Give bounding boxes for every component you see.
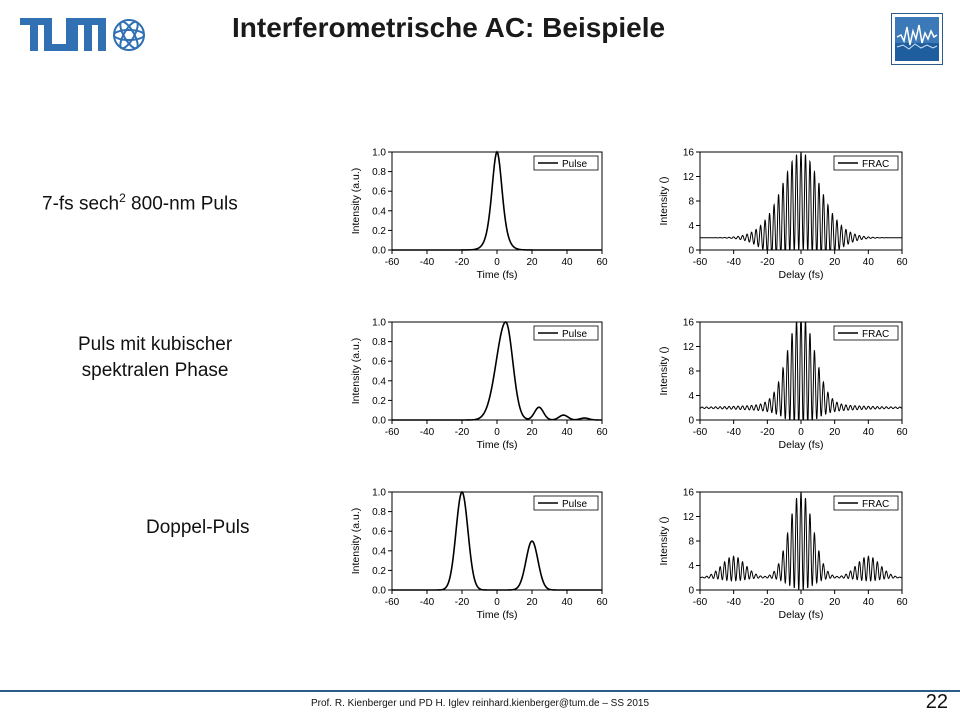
row-label-text: Doppel-Puls — [146, 517, 250, 538]
x-tick-label: -20 — [454, 257, 470, 268]
x-tick-label: 40 — [862, 257, 874, 268]
y-tick-label: 0.8 — [372, 167, 386, 179]
x-tick-label: 40 — [862, 597, 874, 608]
x-tick-label: 0 — [494, 597, 500, 608]
y-axis-label: Intensity () — [658, 346, 670, 396]
x-tick-label: 40 — [561, 427, 573, 438]
x-axis-label: Time (fs) — [476, 609, 518, 621]
wave-logo — [891, 13, 943, 65]
legend-label: FRAC — [862, 329, 890, 340]
tum-logo-icon — [14, 12, 146, 58]
x-tick-label: 0 — [798, 257, 804, 268]
tum-logo — [14, 12, 146, 58]
x-tick-label: 40 — [862, 427, 874, 438]
x-tick-label: 20 — [829, 427, 841, 438]
y-tick-label: 0.0 — [372, 585, 386, 597]
wave-logo-icon — [891, 13, 943, 65]
legend-label: Pulse — [562, 329, 588, 340]
y-axis-label: Intensity (a.u.) — [350, 507, 362, 575]
x-tick-label: -60 — [384, 257, 400, 268]
y-tick-label: 0.2 — [372, 225, 386, 237]
y-tick-label: 0 — [688, 415, 694, 427]
x-tick-label: 60 — [596, 257, 608, 268]
y-axis-label: Intensity () — [658, 516, 670, 566]
y-tick-label: 12 — [682, 172, 694, 183]
y-tick-label: 8 — [688, 536, 694, 548]
x-tick-label: -20 — [454, 597, 470, 608]
y-tick-label: 0.2 — [372, 395, 386, 407]
chart-row1-frac — [648, 140, 910, 285]
y-tick-label: 1.0 — [372, 147, 386, 159]
y-tick-label: 4 — [688, 561, 694, 572]
x-tick-label: 0 — [494, 257, 500, 268]
row-label-superscript: 2 — [119, 191, 126, 205]
x-tick-label: -40 — [726, 257, 741, 268]
x-tick-label: -20 — [760, 257, 775, 268]
x-tick-label: 60 — [596, 427, 608, 438]
legend-label: Pulse — [562, 499, 588, 510]
footer-divider — [0, 690, 960, 692]
y-tick-label: 0.8 — [372, 507, 386, 519]
chart-row2-frac — [648, 310, 910, 455]
x-tick-label: -60 — [384, 597, 400, 608]
chart-row2-pulse — [340, 310, 610, 455]
y-tick-label: 16 — [682, 147, 694, 159]
page-number: 22 — [925, 691, 948, 713]
y-tick-label: 12 — [682, 512, 694, 523]
row-label-line: spektralen Phase — [81, 360, 229, 381]
y-tick-label: 0.4 — [372, 206, 386, 218]
y-tick-label: 0 — [688, 245, 694, 257]
x-tick-label: 60 — [596, 597, 608, 608]
y-axis-label: Intensity () — [658, 176, 670, 226]
x-axis-label: Time (fs) — [476, 439, 518, 451]
y-tick-label: 4 — [688, 391, 694, 402]
x-axis-label: Delay (fs) — [778, 269, 824, 281]
x-tick-label: -40 — [726, 597, 741, 608]
y-tick-label: 16 — [682, 317, 694, 329]
x-tick-label: 40 — [561, 597, 573, 608]
x-tick-label: -20 — [760, 597, 775, 608]
y-tick-label: 0.4 — [372, 546, 386, 558]
row-label-sech2 — [42, 185, 238, 217]
y-tick-label: 0.2 — [372, 565, 386, 577]
y-tick-label: 16 — [682, 487, 694, 499]
x-tick-label: -40 — [419, 597, 435, 608]
x-tick-label: -40 — [419, 427, 435, 438]
x-tick-label: 40 — [561, 257, 573, 268]
x-tick-label: -20 — [760, 427, 775, 438]
x-axis-label: Delay (fs) — [778, 439, 824, 451]
x-tick-label: 0 — [798, 597, 804, 608]
x-tick-label: 20 — [526, 597, 538, 608]
y-tick-label: 1.0 — [372, 317, 386, 329]
x-tick-label: 20 — [526, 427, 538, 438]
y-tick-label: 0 — [688, 585, 694, 597]
legend-label: FRAC — [862, 159, 890, 170]
x-tick-label: 60 — [896, 257, 908, 268]
y-tick-label: 0.0 — [372, 245, 386, 257]
x-tick-label: -60 — [692, 257, 708, 268]
row-label-text: 800-nm Puls — [125, 193, 238, 215]
row-label-cubic — [78, 332, 232, 384]
x-tick-label: 0 — [494, 427, 500, 438]
y-tick-label: 12 — [682, 342, 694, 353]
x-tick-label: 20 — [526, 257, 538, 268]
x-tick-label: 0 — [798, 427, 804, 438]
row-label-double — [146, 515, 250, 541]
row-label-text: 7-fs sech — [42, 193, 120, 215]
y-axis-label: Intensity (a.u.) — [350, 337, 362, 405]
x-tick-label: 20 — [829, 257, 841, 268]
footer-text: Prof. R. Kienberger und PD H. Iglev reinhard.kienberger@tum.de – SS 2015 — [310, 698, 650, 709]
x-tick-label: -20 — [454, 427, 470, 438]
y-tick-label: 0.6 — [372, 356, 386, 368]
y-tick-label: 0.0 — [372, 415, 386, 427]
x-tick-label: -60 — [692, 427, 708, 438]
y-tick-label: 0.8 — [372, 337, 386, 349]
chart-row1-pulse — [340, 140, 610, 285]
y-tick-label: 8 — [688, 196, 694, 208]
row-label-line: Puls mit kubischer — [78, 334, 233, 355]
y-tick-label: 0.4 — [372, 376, 386, 388]
x-tick-label: 60 — [896, 597, 908, 608]
x-axis-label: Time (fs) — [476, 269, 518, 281]
x-tick-label: -40 — [419, 257, 435, 268]
y-tick-label: 4 — [688, 221, 694, 232]
x-tick-label: 20 — [829, 597, 841, 608]
x-tick-label: -60 — [384, 427, 400, 438]
legend-label: Pulse — [562, 159, 588, 170]
y-tick-label: 0.6 — [372, 186, 386, 198]
chart-row3-frac — [648, 480, 910, 625]
x-tick-label: 60 — [896, 427, 908, 438]
y-tick-label: 0.6 — [372, 526, 386, 538]
x-tick-label: -60 — [692, 597, 708, 608]
page-title: Interferometrische AC: Beispiele — [232, 12, 666, 43]
x-axis-label: Delay (fs) — [778, 609, 824, 621]
y-axis-label: Intensity (a.u.) — [350, 167, 362, 235]
x-tick-label: -40 — [726, 427, 741, 438]
legend-label: FRAC — [862, 499, 890, 510]
y-tick-label: 8 — [688, 366, 694, 378]
y-tick-label: 1.0 — [372, 487, 386, 499]
chart-row3-pulse — [340, 480, 610, 625]
